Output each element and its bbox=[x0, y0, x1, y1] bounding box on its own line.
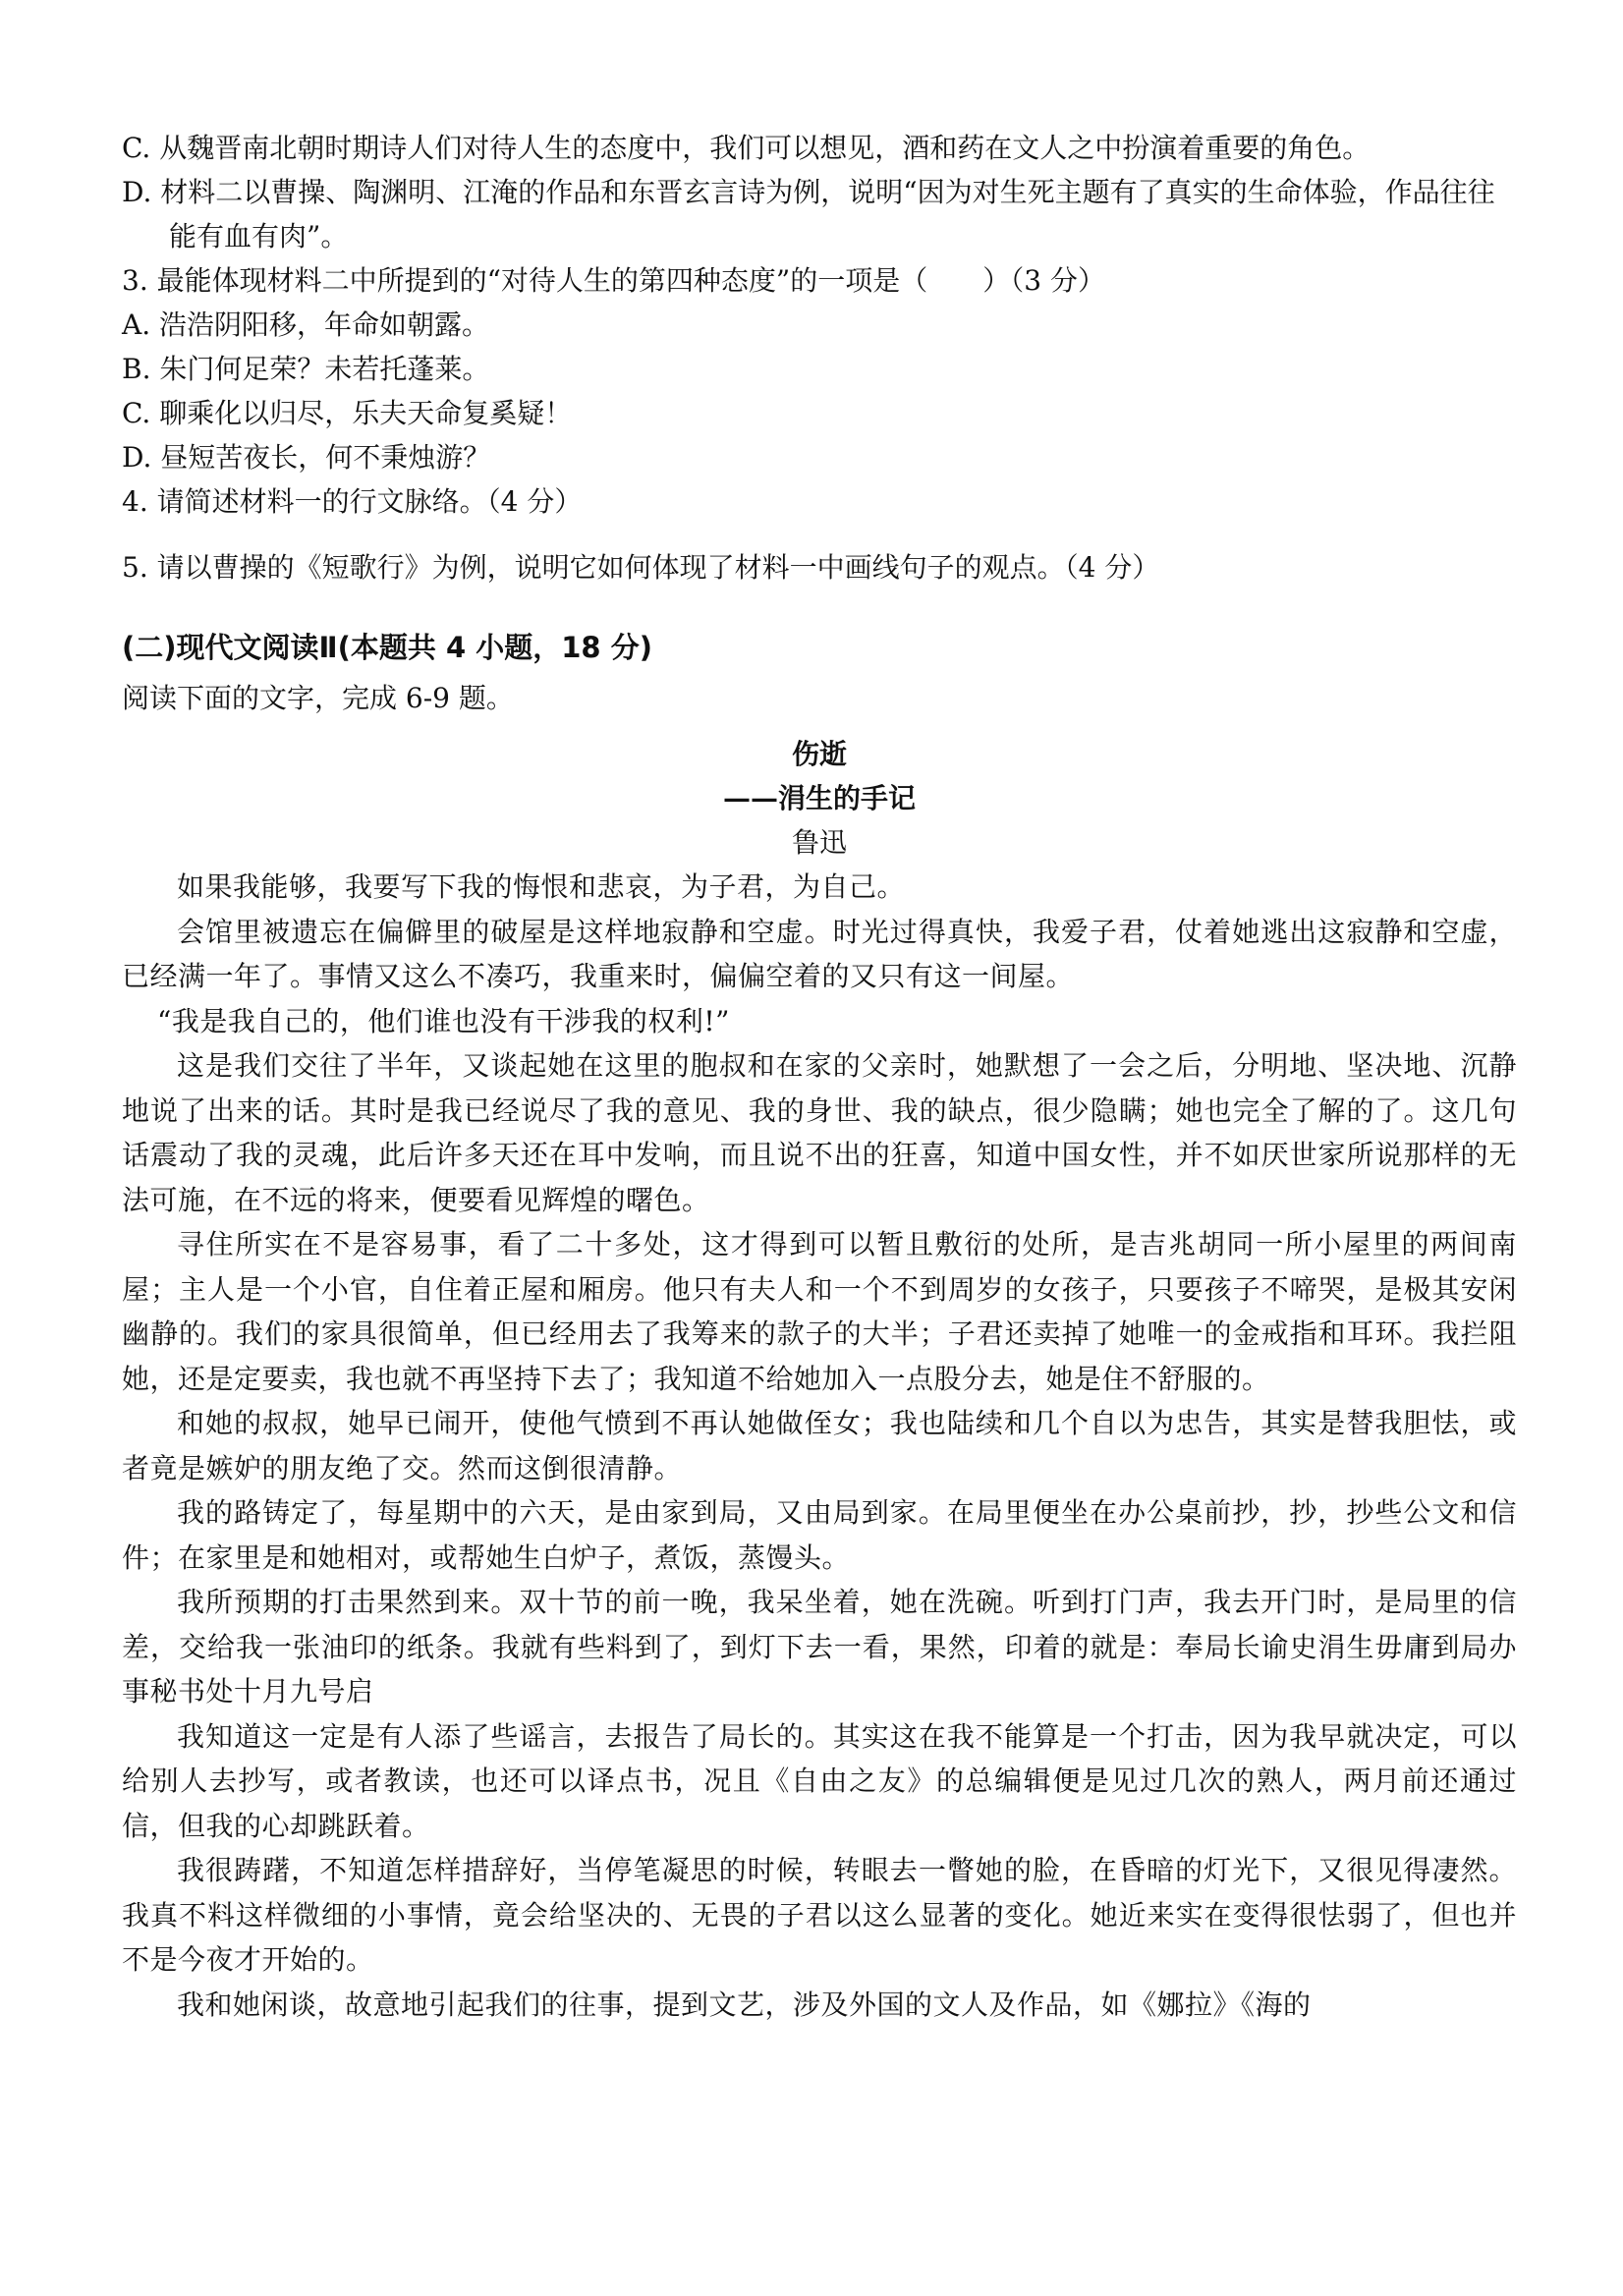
question-2-option-c: C. 从魏晋南北朝时期诗人们对待人生的态度中，我们可以想见，酒和药在文人之中扮演着重要的角色。 bbox=[122, 132, 1371, 164]
section-title: (二)现代文阅读Ⅱ(本题共 4 小题，18 分) bbox=[122, 631, 652, 664]
article-paragraph: 和她的叔叔，她早已闹开，使他气愤到不再认她做侄女；我也陆续和几个自以为忠告，其实是替我胆怯，或者竟是嫉妒的朋友绝了交。然而这倒很清静。 bbox=[122, 1407, 1517, 1484]
question-3-option-a: A. 浩浩阴阳移，年命如朝露。 bbox=[122, 308, 490, 341]
question-2-option-d: D. 材料二以曹操、陶渊明、江淹的作品和东晋玄言诗为例，说明“因为对生死主题有了真实的生命体验，作品往往能有血有肉”。 bbox=[122, 176, 1495, 252]
article-paragraph: 我的路铸定了，每星期中的六天，是由家到局，又由局到家。在局里便坐在办公桌前抄，抄，抄些公文和信件；在家里是和她相对，或帮她生白炉子，煮饭，蒸馒头。 bbox=[122, 1496, 1517, 1574]
article-paragraph: 会馆里被遗忘在偏僻里的破屋是这样地寂静和空虚。时光过得真快，我爱子君，仗着她逃出这寂静和空虚，已经满一年了。事情又这么不凑巧，我重来时，偏偏空着的又只有这一间屋。 bbox=[122, 915, 1517, 992]
question-3: 3. 最能体现材料二中所提到的“对待人生的第四种态度”的一项是（ ）（3 分） bbox=[122, 264, 1105, 297]
article-paragraph: 寻住所实在不是容易事，看了二十多处，这才得到可以暂且敷衍的处所，是吉兆胡同一所小屋里的两间南屋；主人是一个小官，自住着正屋和厢房。他只有夫人和一个不到周岁的女孩子，只要孩子不啼哭，是极其安闲幽静的。我们的家具很简单，但已经用去了我筹来的款子的大半；子君还卖掉了她唯一的金戒指和耳环。我拦阻她，还是定要卖，我也就不再坚持下去了；我知道不给她加入一点股分去，她是住不舒服的。 bbox=[122, 1228, 1517, 1395]
article-paragraph: 我所预期的打击果然到来。双十节的前一晚，我呆坐着，她在洗碗。听到打门声，我去开门时，是局里的信差，交给我一张油印的纸条。我就有些料到了，到灯下去一看，果然，印着的就是：奉局长谕史涓生毋庸到局办事秘书处十月九号启 bbox=[122, 1586, 1517, 1708]
article-paragraph: 我和她闲谈，故意地引起我们的往事，提到文艺，涉及外国的文人及作品，如《娜拉》《海的 bbox=[177, 1988, 1312, 2021]
question-4: 4. 请简述材料一的行文脉络。（4 分） bbox=[122, 485, 583, 518]
article-author: 鲁迅 bbox=[791, 826, 847, 859]
article-paragraph: 我知道这一定是有人添了些谣言，去报告了局长的。其实这在我不能算是一个打击，因为我早就决定，可以给别人去抄写，或者教读，也还可以译点书，况且《自由之友》的总编辑便是见过几次的熟人，两月前还通过信，但我的心却跳跃着。 bbox=[122, 1719, 1517, 1842]
article-paragraph: 这是我们交往了半年，又谈起她在这里的胞叔和在家的父亲时，她默想了一会之后，分明地、坚决地、沉静地说了出来的话。其时是我已经说尽了我的意见、我的身世、我的缺点，很少隐瞒；她也完全了解的了。这几句话震动了我的灵魂，此后许多天还在耳中发响，而且说不出的狂喜，知道中国女性，并不如厌世家所说那样的无法可施，在不远的将来，便要看见辉煌的曙色。 bbox=[122, 1049, 1517, 1216]
article-paragraph: “我是我自己的，他们谁也没有干涉我的权利!” bbox=[157, 1004, 730, 1037]
article-paragraph: 我很踌躇，不知道怎样措辞好，当停笔凝思的时候，转眼去一瞥她的脸，在昏暗的灯光下，又很见得凄然。我真不料这样微细的小事情，竟会给坚决的、无畏的子君以这么显著的变化。她近来实在变得很怯弱了，但也并不是今夜才开始的。 bbox=[122, 1854, 1517, 1976]
question-3-option-c: C. 聊乘化以归尽，乐夫天命复奚疑！ bbox=[122, 397, 573, 429]
question-3-option-b: B. 朱门何足荣？未若托蓬莱。 bbox=[122, 353, 490, 385]
article-body bbox=[122, 865, 1517, 2027]
question-5: 5. 请以曹操的《短歌行》为例，说明它如何体现了材料一中画线句子的观点。（4 分） bbox=[122, 551, 1160, 584]
article-title: 伤逝 bbox=[791, 738, 847, 770]
section-instruction: 阅读下面的文字，完成 6-9 题。 bbox=[122, 682, 514, 714]
exam-page bbox=[122, 126, 1517, 2027]
article-subtitle: ——涓生的手记 bbox=[722, 782, 916, 814]
article-paragraph: 如果我能够，我要写下我的悔恨和悲哀，为子君，为自己。 bbox=[177, 870, 906, 903]
question-3-option-d: D. 昼短苦夜长，何不秉烛游？ bbox=[122, 441, 491, 474]
